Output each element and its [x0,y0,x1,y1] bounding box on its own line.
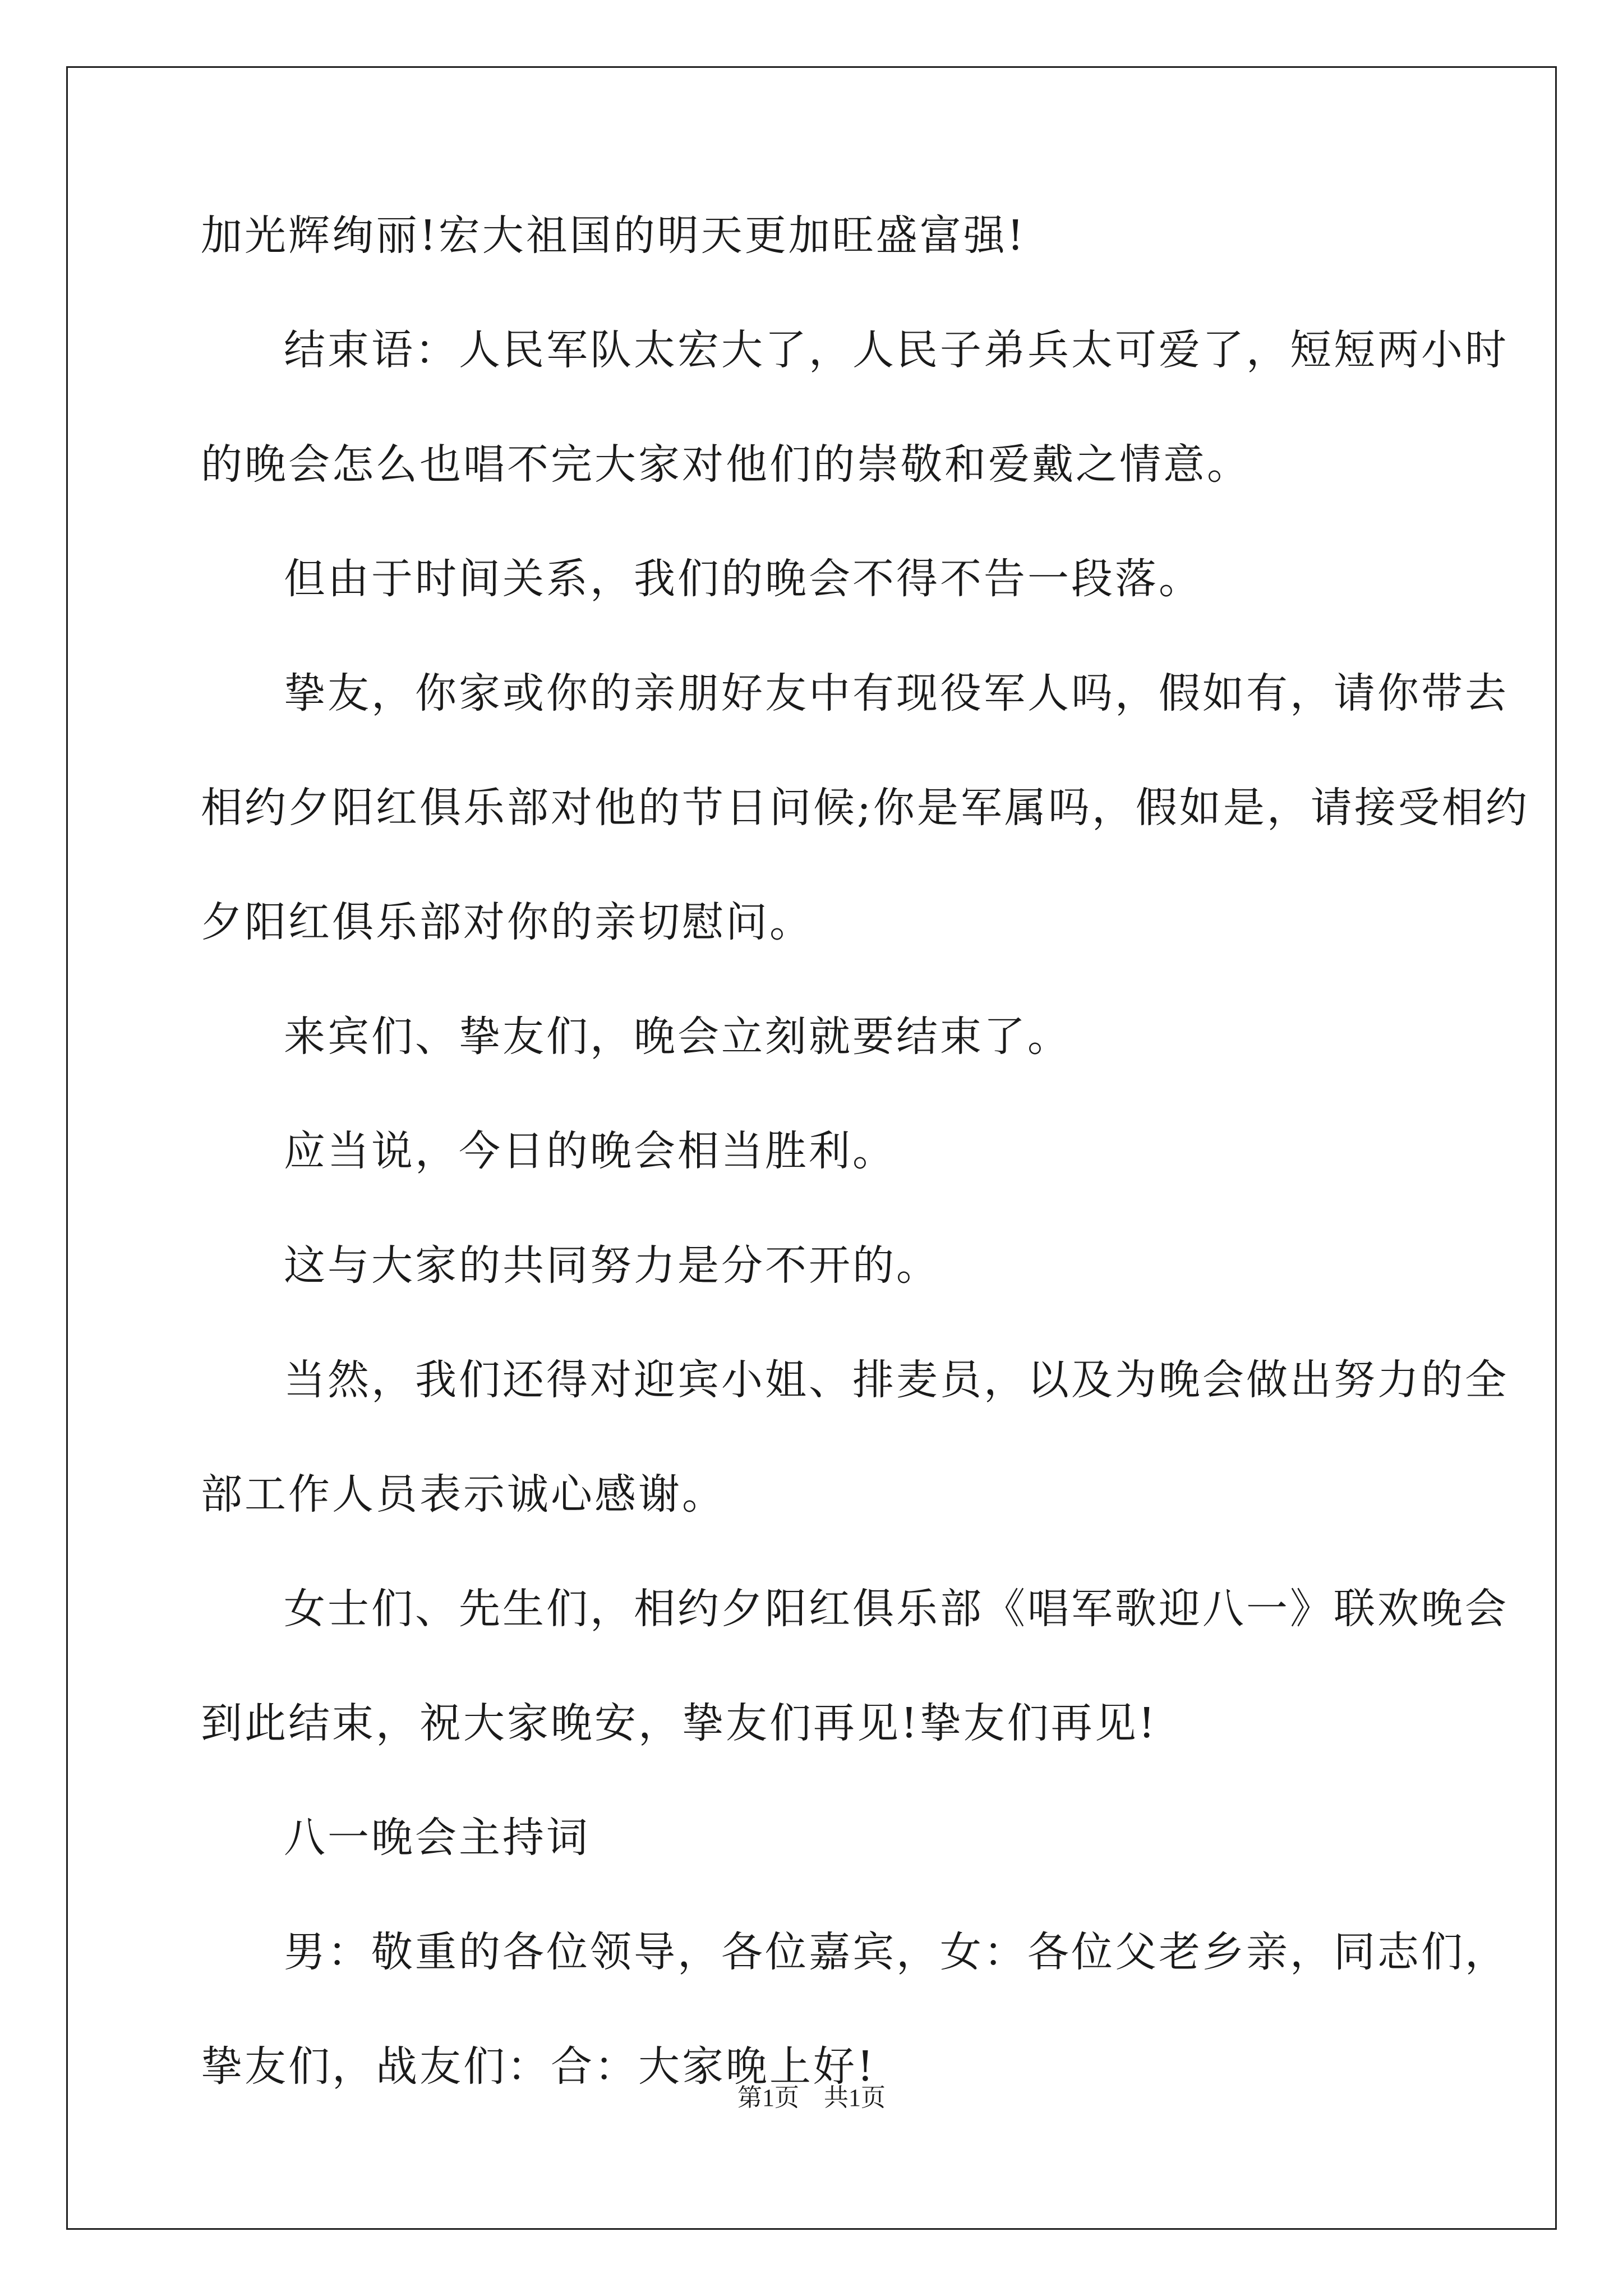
paragraph-line: 部工作人员表示诚心感谢。 [201,1470,726,1519]
paragraph-line: 夕阳红俱乐部对你的亲切慰问。 [201,898,813,946]
paragraph-line: 来宾们、挚友们，晚会立刻就要结束了。 [284,1013,1071,1061]
paragraph-line: 结束语：人民军队太宏大了，人民子弟兵太可爱了，短短两小时 [284,326,1509,374]
paragraph-line: 加光辉绚丽!宏大祖国的明天更加旺盛富强! [201,211,1026,260]
paragraph-line: 挚友，你家或你的亲朋好友中有现役军人吗，假如有，请你带去 [284,669,1509,717]
paragraph-line: 的晚会怎么也唱不完大家对他们的崇敬和爱戴之情意。 [201,440,1251,489]
paragraph-line: 这与大家的共同努力是分不开的。 [284,1241,940,1290]
paragraph-line: 女士们、先生们，相约夕阳红俱乐部《唱军歌迎八一》联欢晚会 [284,1585,1509,1633]
paragraph-line: 应当说，今日的晚会相当胜利。 [284,1127,896,1175]
page-footer [0,2082,1623,2114]
page-number: 第1页 [737,2084,799,2111]
paragraph-line: 到此结束，祝大家晚安，挚友们再见!挚友们再见! [201,1699,1158,1747]
paragraph-line: 当然，我们还得对迎宾小姐、排麦员，以及为晚会做出努力的全 [284,1356,1509,1404]
paragraph-line: 但由于时间关系，我们的晚会不得不告一段落。 [284,555,1202,603]
paragraph-line: 男：敬重的各位领导，各位嘉宾，女：各位父老乡亲，同志们， [284,1928,1509,1976]
page-total: 共1页 [824,2084,886,2111]
section-heading: 八一晚会主持词 [284,1814,590,1862]
paragraph-line: 挚友们，战友们：合：大家晚上好! [201,2042,876,2091]
paragraph-line: 相约夕阳红俱乐部对他的节日问候;你是军属吗，假如是，请接受相约 [201,784,1529,832]
